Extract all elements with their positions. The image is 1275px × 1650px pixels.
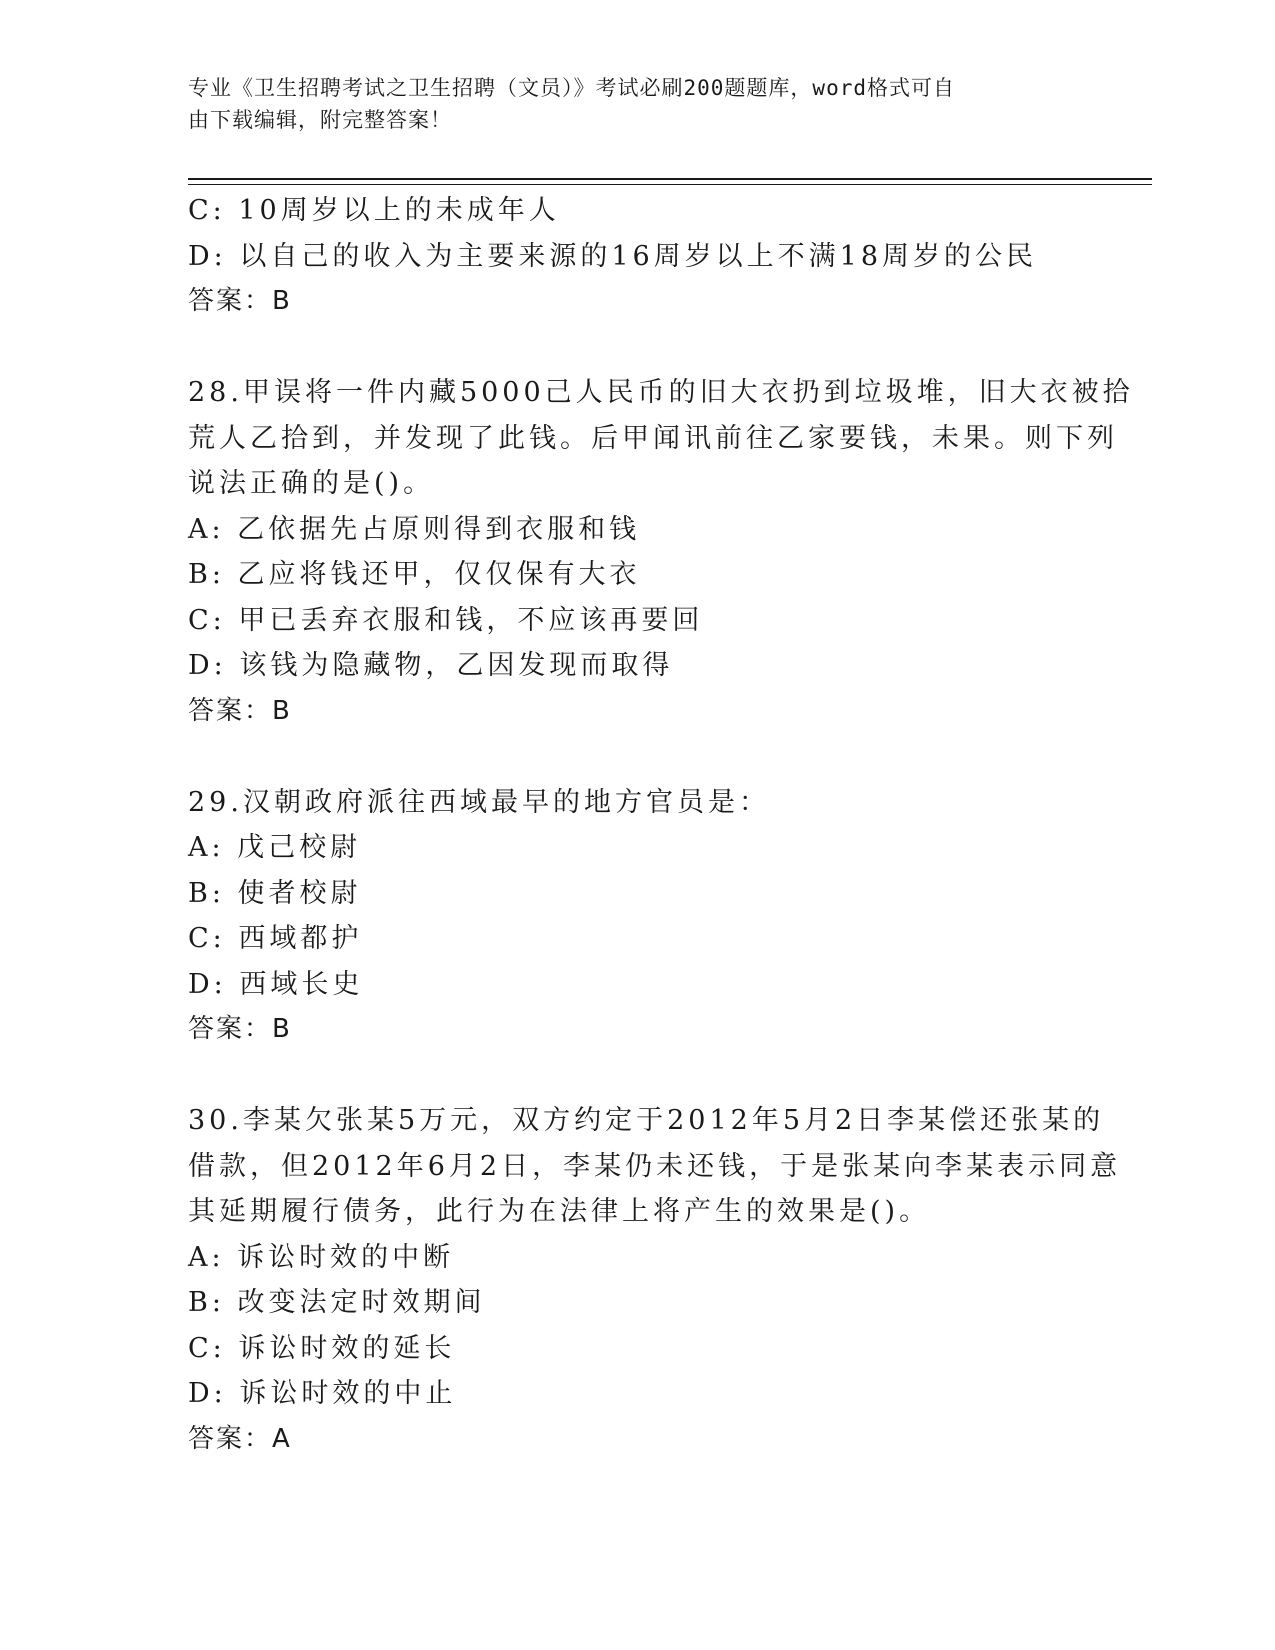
option-a: A: 乙依据先占原则得到衣服和钱 (188, 513, 641, 545)
option-b: B: 乙应将钱还甲，仅仅保有大衣 (188, 559, 641, 590)
question-stem-line: 28.甲误将一件内藏5000己人民币的旧大衣扔到垃圾堆，旧大衣被拾 (188, 377, 1134, 408)
header-line-1: 专业《卫生招聘考试之卫生招聘（文员）》考试必刷200题题库，word格式可自 (188, 76, 955, 100)
option-b: B: 改变法定时效期间 (188, 1287, 486, 1318)
header-line-2: 由下载编辑，附完整答案！ (188, 108, 452, 132)
question-29 (188, 780, 1088, 1053)
question-stem-line: 其延期履行债务，此行为在法律上将产生的效果是()。 (188, 1196, 931, 1227)
option-d: D: 诉讼时效的中止 (188, 1378, 457, 1409)
answer-line: 答案：B (188, 286, 292, 316)
answer-line: 答案：B (188, 1014, 292, 1044)
spacer (188, 734, 1088, 780)
option-d: D: 该钱为隐藏物，乙因发现而取得 (188, 650, 674, 681)
question-stem-line: 29.汉朝政府派往西域最早的地方官员是： (188, 786, 770, 818)
option-a: A: 诉讼时效的中断 (188, 1241, 455, 1273)
header-divider-thin (188, 184, 1152, 185)
option-d: D: 西域长史 (188, 968, 364, 1000)
question-stem-line: 借款，但2012年6月2日，李某仍未还钱，于是张某向李某表示同意 (188, 1150, 1122, 1182)
question-27-continuation (188, 188, 1088, 325)
option-c: C: 诉讼时效的延长 (188, 1332, 456, 1364)
option-d: D: 以自己的收入为主要来源的16周岁以上不满18周岁的公民 (188, 240, 1038, 272)
answer-line: 答案：B (188, 695, 292, 726)
question-28 (188, 370, 1134, 734)
question-30 (188, 1098, 1122, 1462)
spacer (188, 325, 1088, 371)
option-c: C: 10周岁以上的未成年人 (188, 195, 560, 226)
option-c: C: 西域都护 (188, 923, 363, 954)
document-header (188, 72, 1068, 136)
header-divider-thick (188, 178, 1152, 180)
question-list (188, 188, 1134, 1462)
option-c: C: 甲已丢弃衣服和钱，不应该再要回 (188, 604, 704, 636)
question-stem-line: 荒人乙拾到，并发现了此钱。后甲闻讯前往乙家要钱，未果。则下列 (188, 422, 1118, 454)
option-a: A: 戊己校尉 (188, 832, 362, 863)
question-stem-line: 30.李某欠张某5万元，双方约定于2012年5月2日李某偿还张某的 (188, 1105, 1105, 1136)
question-stem-line: 说法正确的是()。 (188, 468, 435, 499)
option-b: B: 使者校尉 (188, 877, 362, 909)
answer-line: 答案：A (188, 1423, 292, 1454)
spacer (188, 1053, 1088, 1099)
